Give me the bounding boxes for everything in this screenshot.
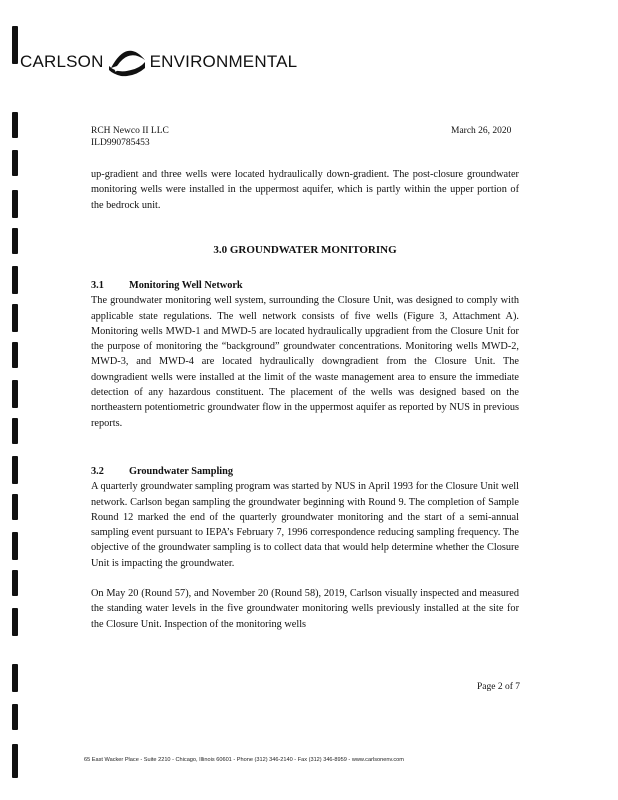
subsection-title: Monitoring Well Network bbox=[129, 280, 243, 291]
subsection-monitoring-well-network bbox=[91, 278, 519, 431]
binding-mark bbox=[12, 380, 18, 408]
binding-mark bbox=[12, 150, 18, 176]
binding-mark bbox=[12, 418, 18, 444]
company-logo bbox=[20, 44, 297, 80]
binding-mark bbox=[12, 456, 18, 484]
subsection-heading bbox=[91, 278, 519, 293]
binding-mark bbox=[12, 266, 18, 294]
logo-emblem-icon bbox=[107, 44, 147, 80]
subsection-heading bbox=[91, 464, 519, 479]
binding-mark bbox=[12, 494, 18, 520]
binding-mark bbox=[12, 570, 18, 596]
page-number: Page 2 of 7 bbox=[476, 682, 520, 692]
logo-right-text: ENVIRONMENTAL bbox=[149, 52, 298, 71]
binding-mark bbox=[12, 664, 18, 692]
binding-mark bbox=[12, 532, 18, 560]
binding-mark bbox=[12, 26, 18, 64]
binding-mark bbox=[12, 342, 18, 368]
subsection-title: Groundwater Sampling bbox=[129, 466, 234, 477]
subsection-number: 3.2 bbox=[91, 466, 104, 477]
intro-paragraph: up-gradient and three wells were located hydraulically down-gradient. The post-closure groundwater monitoring wells were installed in the uppermost aquifer, which is partly within the upper portion of the bedrock unit. bbox=[91, 169, 519, 211]
binding-mark bbox=[12, 112, 18, 138]
client-id: ILD990785453 bbox=[91, 138, 150, 148]
subsection-body: A quarterly groundwater sampling program was started by NUS in April 1993 for the Closure Unit well network. Carlson began sampling the groundwater beginning with Round 9. The completion of Sample Round 12 marked the end of the quarterly groundwater monitoring and the start of a semi-annual sampling event pursuant to IEPA’s February 7, 1996 correspondence reducing sampling frequency. The objective of the groundwater sampling is to collect data that would help determine whether the Closure Unit is impacting the groundwater. bbox=[91, 481, 519, 569]
binding-mark bbox=[12, 608, 18, 636]
logo-left-text: CARLSON bbox=[20, 52, 104, 71]
client-name: RCH Newco II LLC bbox=[91, 126, 169, 136]
binding-mark bbox=[12, 704, 18, 730]
section-title: 3.0 GROUNDWATER MONITORING bbox=[213, 244, 397, 256]
subsection-number: 3.1 bbox=[91, 280, 104, 291]
subsection-body: The groundwater monitoring well system, surrounding the Closure Unit, was designed to comply with applicable state regulations. The well network consists of five wells (Figure 3, Attachment A). Monitoring wells MWD-1 and MWD-5 are located hydraulically upgradient from the Closure Unit for the purpose of monitoring the “background” groundwater concentrations. Monitoring wells MWD-2, MWD-3, and MWD-4 are located hydraulically downgradient from the Closure Unit. The downgradient wells were installed at the limit of the waste management area to ensure the immediate detection of any hazardous constituent. The placement of the wells was designed based on the northeastern potentiometric groundwater flow in the uppermost aquifer as reported by NUS in previous reports. bbox=[91, 295, 519, 429]
binding-mark bbox=[12, 228, 18, 254]
binding-mark bbox=[12, 190, 18, 218]
subsection-groundwater-sampling bbox=[91, 464, 519, 632]
subsection-body-continued: On May 20 (Round 57), and November 20 (Round 58), 2019, Carlson visually inspected and measured the standing water levels in the five groundwater monitoring wells previously installed at the site for the Closure Unit. Inspection of the monitoring wells bbox=[91, 588, 519, 630]
document-date: March 26, 2020 bbox=[451, 126, 512, 136]
intro-section bbox=[91, 167, 519, 213]
binding-mark bbox=[12, 744, 18, 778]
footer-address: 65 East Wacker Place - Suite 2210 - Chicago, Illinois 60601 - Phone (312) 346-2140 - Fax (312) 346-8959 - www.carlsonenv.com bbox=[84, 757, 404, 763]
binding-mark bbox=[12, 304, 18, 332]
